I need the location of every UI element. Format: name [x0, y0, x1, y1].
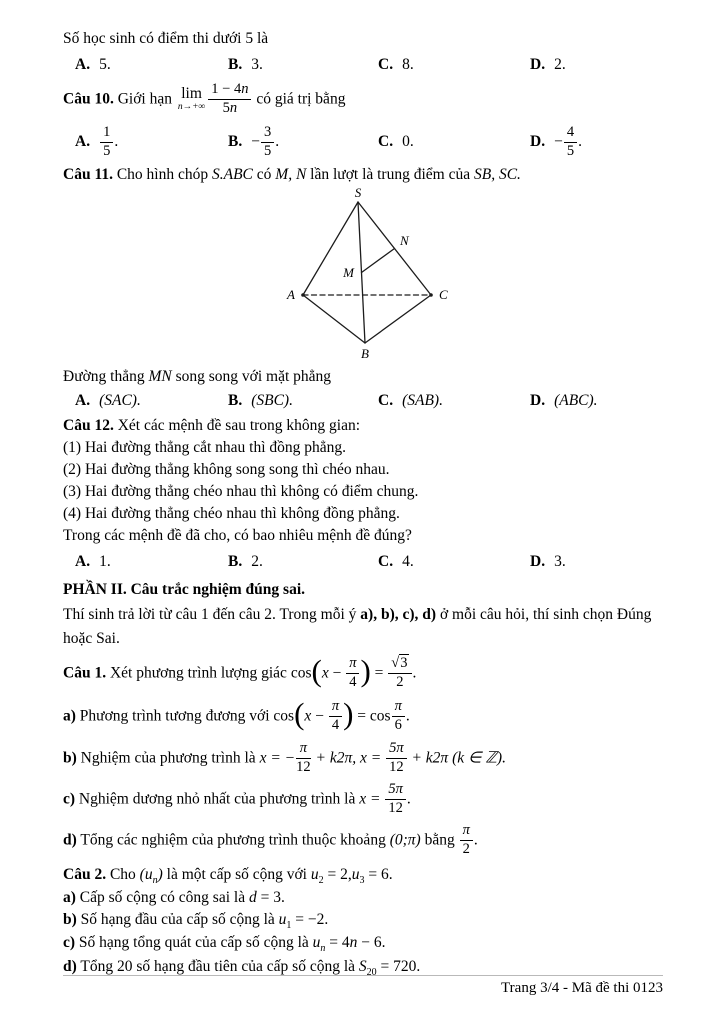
p2q1-number: Câu 1. [63, 664, 107, 682]
q10-text-post: có giá trị bằng [252, 90, 346, 108]
fraction: $\frac{4}{5}$ [563, 125, 578, 159]
footer-page-info: Trang 3/4 - Mã đề thi 0123 [501, 980, 663, 996]
pyramid-figure [63, 188, 663, 362]
p2q2-d: d) Tổng 20 số hạng đầu tiên của cấp số cộng là $S_{20} = 720$. [63, 958, 421, 979]
p2q2-number: Câu 2. [63, 866, 107, 883]
q12-statement-4: (4) Hai đường thẳng chéo nhau thì không đồng phẳng. [63, 505, 400, 522]
q10-text-pre: Giới hạn [113, 90, 176, 108]
p2q2-c: c) Số hạng tổng quát của cấp số cộng là $u_n = 4n - 6$. [63, 934, 386, 955]
p2q1-c: c) Nghiệm dương nhỏ nhất của phương trình là x = $\frac{5\pi}{12}$ . [63, 781, 411, 816]
fraction: $\frac{3}{5}$ [260, 125, 275, 159]
q11-number: Câu 11. [63, 166, 113, 183]
option-value: 3. [251, 56, 263, 73]
q12-statement-1: (1) Hai đường thẳng cắt nhau thì đồng phẳng. [63, 439, 347, 456]
close-paren: ) [343, 696, 354, 732]
q12-option-b: B. 2. [228, 553, 263, 570]
option-label: D. [530, 56, 546, 73]
open-paren: ( [311, 653, 322, 689]
midpoint-label-m: M [343, 265, 354, 280]
vertex-label-c: C [439, 287, 448, 302]
p2q1-b: b) Nghiệm của phương trình là x = − $\frac{\pi}{12}$ + k2π, x = $\frac{5\pi}{12}$ + k2π (k ∈ ℤ). [63, 740, 506, 775]
radical-icon: √ [391, 655, 400, 672]
q10-option-c: C. 0. [378, 133, 414, 150]
option-value: 2. [554, 56, 566, 73]
q11-option-b: B. (SBC). [228, 392, 293, 409]
q11-option-d: D. (ABC). [530, 392, 598, 409]
option-label: A. [75, 56, 91, 73]
fraction: $\frac{\pi}{2}$ [459, 823, 474, 857]
p2q1-d: d) Tổng các nghiệm của phương trình thuộc khoảng (0;π) bằng $\frac{\pi}{2}$ . [63, 822, 478, 857]
vertex-label-a: A [287, 287, 295, 302]
footer-divider [63, 975, 663, 976]
fraction: $\frac{\pi}{4}$ [345, 656, 360, 690]
option-value: 5. [99, 56, 111, 73]
q9-option-d [530, 54, 566, 76]
part2-heading: PHẦN II. Câu trắc nghiệm đúng sai. [63, 581, 305, 598]
q10-option-a: A. $\frac{1}{5}$ . [75, 123, 119, 159]
option-label: C. [378, 56, 394, 73]
q9-stem: Số học sinh có điểm thi dưới 5 là [63, 30, 269, 47]
midpoint-label-n: N [400, 233, 409, 248]
fraction: $\frac{1}{5}$ [99, 125, 114, 159]
limit-notation: lim n→+∞ [177, 85, 206, 112]
q12-option-c: C. 4. [378, 553, 414, 570]
p2q2-b: b) Số hạng đầu của cấp số cộng là $u_1 = -2$. [63, 911, 329, 932]
q9-option-c [378, 54, 530, 76]
q12-stem: Câu 12. Xét các mệnh đề sau trong không gian: [63, 417, 361, 434]
q12-statement-2: (2) Hai đường thẳng không song song thì chéo nhau. [63, 461, 390, 478]
vertex-label-s: S [354, 188, 362, 200]
option-value: 8. [402, 56, 414, 73]
limit-fraction: $\frac{1 - 4n}{5n}$ [207, 82, 252, 116]
q11-stem: Câu 11. Cho hình chóp S.ABC có M, N lần lượt là trung điểm của SB, SC. [63, 166, 521, 183]
fraction: $\frac{5\pi}{12}$ [385, 741, 408, 775]
pyramid-svg [281, 188, 461, 362]
q10-stem [63, 78, 663, 120]
close-paren: ) [360, 653, 371, 689]
fraction: $\frac{\pi}{6}$ [391, 699, 406, 733]
q9-option-b [228, 54, 378, 76]
q11-option-a: A. (SAC). [75, 392, 141, 409]
q10-option-b: B. − $\frac{3}{5}$ . [228, 123, 280, 159]
q12-option-d: D. 3. [530, 553, 566, 570]
q9-options [63, 54, 663, 76]
vertex-label-b: B [361, 346, 369, 361]
part2-note: Thí sinh trả lời từ câu 1 đến câu 2. Trong mỗi ý a), b), c), d) ở mỗi câu hỏi, thí sinh chọn Đúng hoặc Sai. [63, 606, 652, 647]
q9-option-a [75, 54, 228, 76]
fraction: $\frac{5\pi}{12}$ [384, 782, 407, 816]
p2q1-stem: Câu 1. Xét phương trình lượng giác cos(x − $\frac{\pi}{4}$ ) = $\frac{√3}{2}$ . [63, 653, 417, 690]
fraction: $\frac{\pi}{12}$ [296, 740, 311, 775]
open-paren: ( [294, 696, 305, 732]
q12-number: Câu 12. [63, 417, 114, 434]
fraction: $\frac{\pi}{4}$ [328, 699, 343, 733]
q10-number: Câu 10. [63, 90, 114, 108]
q11-options [63, 390, 663, 412]
q10-option-d: D. − $\frac{4}{5}$ . [530, 123, 582, 159]
q10-options [63, 120, 663, 164]
p2q1-a: a) Phương trình tương đương với cos(x − $\frac{\pi}{4}$ ) = cos $\frac{\pi}{6}$ . [63, 696, 410, 733]
q12-statement-3: (3) Hai đường thẳng chéo nhau thì không có điểm chung. [63, 483, 419, 500]
option-label: B. [228, 56, 243, 73]
p2q2-a: a) Cấp số cộng có công sai là d = 3. [63, 889, 285, 906]
q12-question: Trong các mệnh đề đã cho, có bao nhiêu mệnh đề đúng? [63, 527, 412, 544]
q11-stem2: Đường thẳng MN song song với mặt phẳng [63, 368, 332, 385]
sqrt-fraction: $\frac{√3}{2}$ [387, 656, 412, 690]
q11-option-c: C. (SAB). [378, 392, 443, 409]
q12-option-a: A. 1. [75, 553, 111, 570]
q12-options [63, 551, 663, 573]
p2q2-stem: Câu 2. Cho $(u_n)$ là một cấp số cộng với $u_2 = 2,u_3 = 6$. [63, 866, 393, 887]
